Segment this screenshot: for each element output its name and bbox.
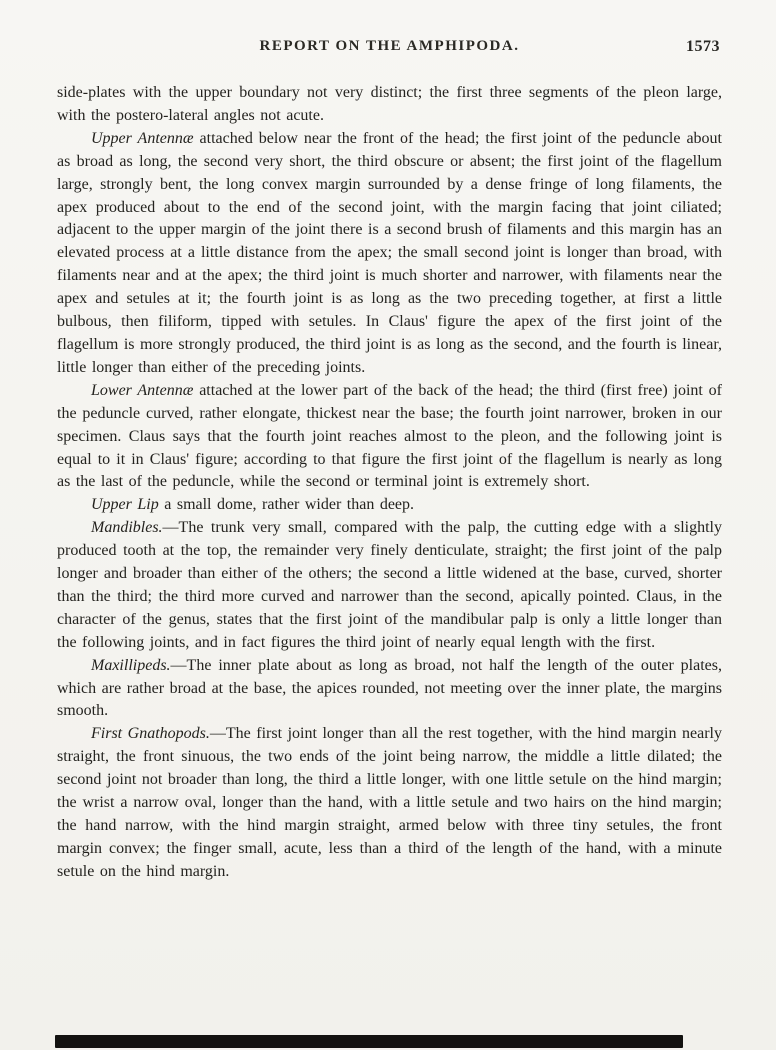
paragraph-lead: Mandibles. [91, 519, 163, 537]
paragraph-body: a small dome, rather wider than deep. [158, 496, 415, 514]
paragraph-lead: Maxillipeds. [91, 656, 171, 674]
paragraph [57, 128, 722, 380]
paragraph [57, 494, 722, 517]
paragraph-lead: Upper Antennæ [91, 129, 194, 147]
paragraph-body: side-plates with the upper boundary not very distinct; the first three segments of the pleon large, with the postero-lateral angles not acute. [57, 84, 722, 124]
paragraph-body: —The trunk very small, compared with the palp, the cutting edge with a slightly produced tooth at the top, the remainder very finely denticulate, straight; the first joint of the palp longer and broader than either of the others; the second a little widened at the base, curved, shorter than the third; the third more curved and narrower than the second, apically pointed. Claus, in the character of the genus, states that the first joint of the mandibular palp is only a little longer than the following joints, and in fact figures the third joint of nearly equal length with the first. [57, 519, 722, 651]
page-title: REPORT ON THE AMPHIPODA. [259, 38, 520, 54]
paragraph-lead: Upper Lip [91, 496, 159, 514]
body-text [57, 82, 722, 884]
paragraph [57, 82, 722, 128]
page-number: 1573 [686, 38, 720, 55]
paragraph [57, 655, 722, 724]
paragraph-lead: First Gnathopods. [91, 725, 210, 743]
paragraph [57, 723, 722, 883]
running-head [57, 38, 722, 60]
paragraph-body: —The inner plate about as long as broad, not half the length of the outer plates, which are rather broad at the base, the apices rounded, not meeting over the inner plate, the margins smooth. [57, 656, 722, 720]
paragraph-body: —The first joint longer than all the rest together, with the hind margin nearly straight, the front sinuous, the two ends of the joint being narrow, the middle a little dilated; the second joint not broader than long, the third a little longer, with one little setule on the hind margin; the wrist a narrow oval, longer than the hand, with a little setule and two hairs on the hind margin; the hand narrow, with the hind margin straight, armed below with three tiny setules, the front margin convex; the finger small, acute, less than a third of the length of the hand, with a minute setule on the hind margin. [57, 725, 722, 880]
paragraph [57, 380, 722, 495]
paragraph-body: attached at the lower part of the back of the head; the third (first free) joint of the peduncle curved, rather elongate, thickest near the base; the fourth joint narrower, broken in our specimen. Claus says that the fourth joint reaches almost to the pleon, and the following joint is equal to it in Claus' figure; according to that figure the first joint of the flagellum is nearly as long as the last of the peduncle, while the second or terminal joint is extremely short. [57, 381, 722, 491]
paragraph-lead: Lower Antennæ [91, 381, 194, 399]
paragraph-body: attached below near the front of the head; the first joint of the peduncle about as broad as long, the second very short, the third obscure or absent; the first joint of the flagellum large, strongly bent, the long convex margin surrounded by a dense fringe of long filaments, the apex produced about to the end of the second joint, with the margin facing that joint ciliated; adjacent to the upper margin of the joint there is a second brush of filaments and this margin has an elevated process at a little distance from the apex; the small second joint is longer than broad, with filaments near and at the apex; the third joint is much shorter and narrower, with filaments near the apex and setules at it; the fourth joint is as long as the two preceding together, at first a little bulbous, then filiform, tipped with setules. In Claus' figure the apex of the first joint of the flagellum is more strongly produced, the third joint is as long as the second, and the fourth is linear, little longer than either of the preceding joints. [57, 129, 722, 376]
scan-artifact-bar [55, 1035, 683, 1048]
paragraph [57, 517, 722, 654]
